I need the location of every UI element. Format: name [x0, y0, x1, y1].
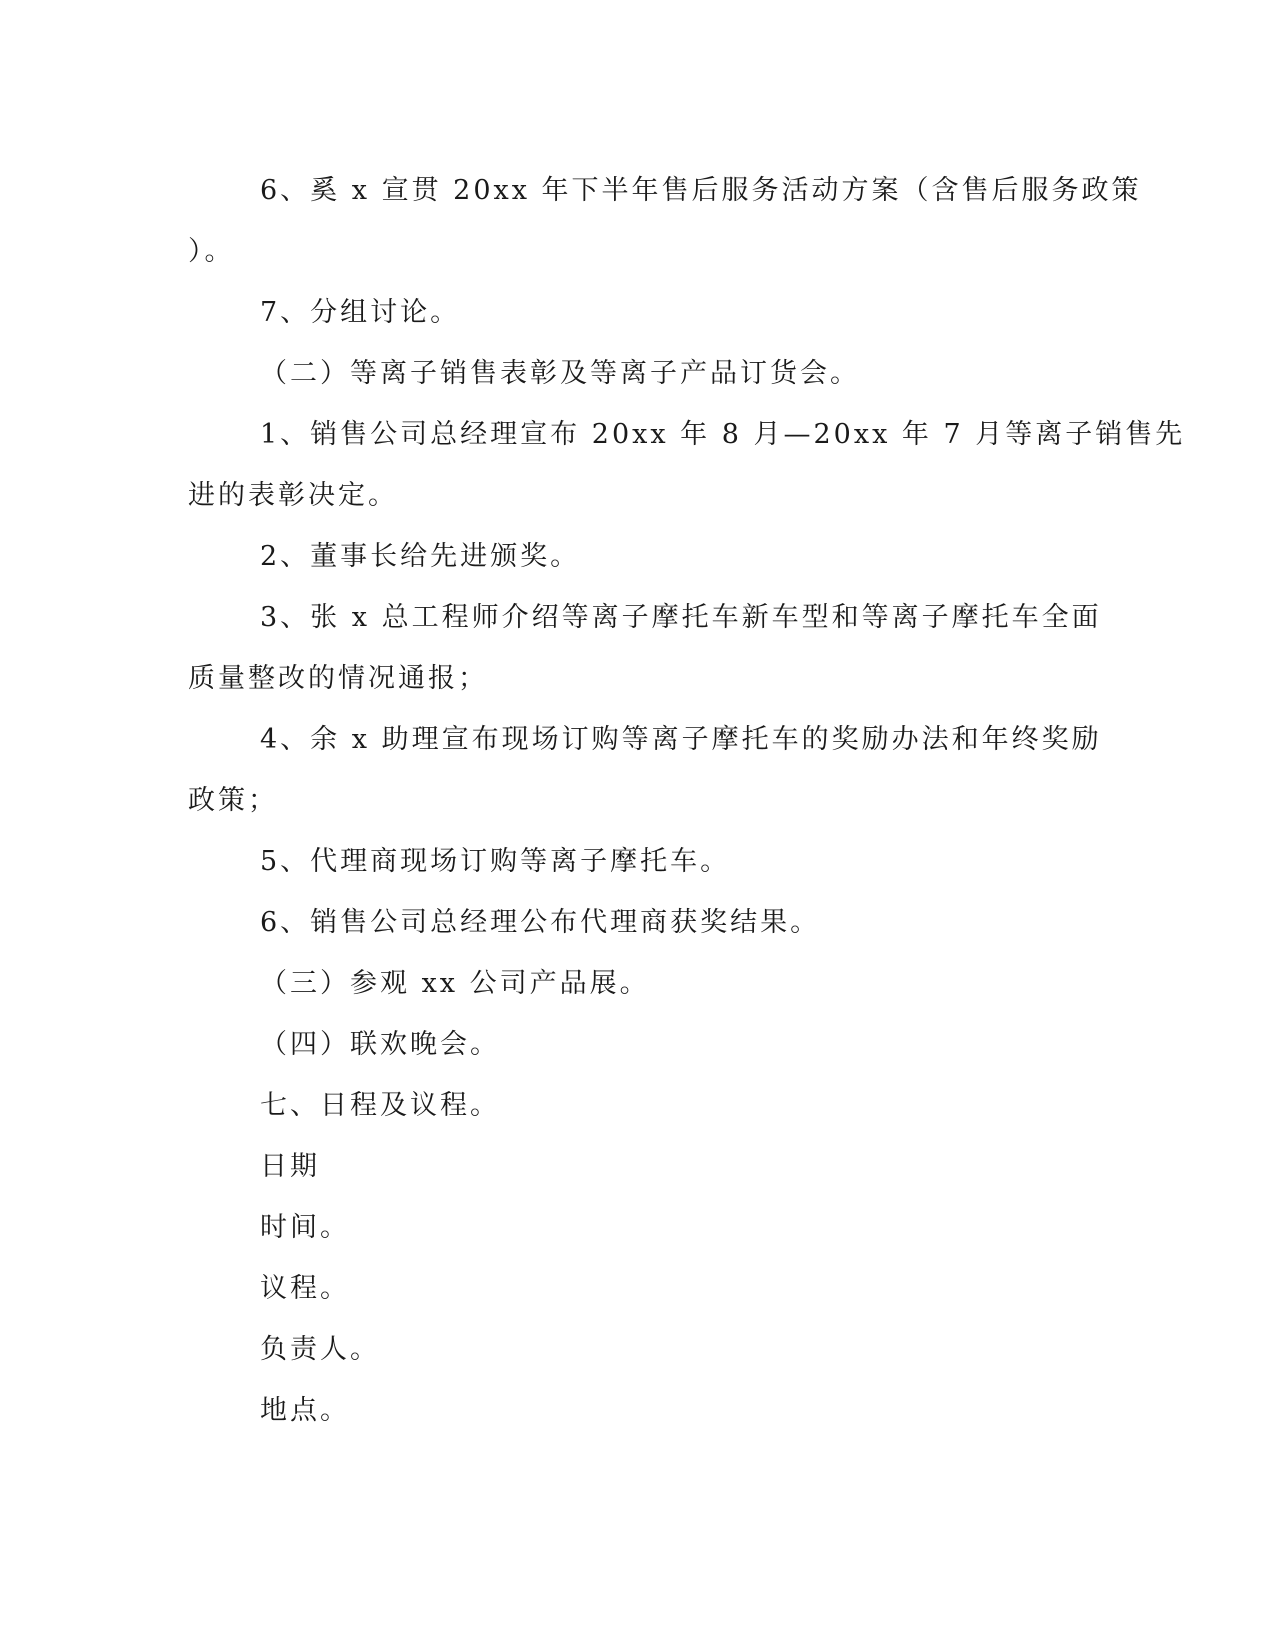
paragraph-item-7-discussion: 7、分组讨论。	[260, 297, 461, 328]
paragraph-item-2-awards: 2、董事长给先进颁奖。	[260, 541, 581, 572]
section-heading-2: （二）等离子销售表彰及等离子产品订货会。	[260, 358, 860, 389]
schedule-field-time: 时间。	[260, 1212, 350, 1243]
schedule-field-location: 地点。	[260, 1395, 350, 1426]
paragraph-item-5-ordering: 5、代理商现场订购等离子摩托车。	[260, 846, 731, 877]
paragraph-item-6-results: 6、销售公司总经理公布代理商获奖结果。	[260, 907, 821, 938]
paragraph-item-4-incentives: 4、余 x 助理宣布现场订购等离子摩托车的奖励办法和年终奖励	[260, 724, 1102, 755]
paragraph-item-1-continued: 进的表彰决定。	[188, 480, 398, 511]
paragraph-item-3-new-models: 3、张 x 总工程师介绍等离子摩托车新车型和等离子摩托车全面	[260, 602, 1102, 633]
schedule-field-date: 日期	[260, 1151, 320, 1182]
schedule-field-owner: 负责人。	[260, 1334, 380, 1365]
document-body	[188, 160, 1186, 1441]
section-heading-7-schedule: 七、日程及议程。	[260, 1090, 500, 1121]
paragraph-item-6-continued: ）。	[188, 236, 235, 267]
paragraph-item-3-continued: 质量整改的情况通报；	[188, 663, 488, 694]
section-heading-4: （四）联欢晚会。	[260, 1029, 500, 1060]
section-heading-3: （三）参观 xx 公司产品展。	[260, 968, 650, 999]
paragraph-item-1-award-decision: 1、销售公司总经理宣布 20xx 年 8 月—20xx 年 7 月等离子销售先	[260, 419, 1186, 450]
paragraph-item-6-aftersales: 6、奚 x 宣贯 20xx 年下半年售后服务活动方案（含售后服务政策	[260, 175, 1142, 206]
paragraph-item-4-continued: 政策；	[188, 785, 278, 816]
schedule-field-agenda: 议程。	[260, 1273, 350, 1304]
